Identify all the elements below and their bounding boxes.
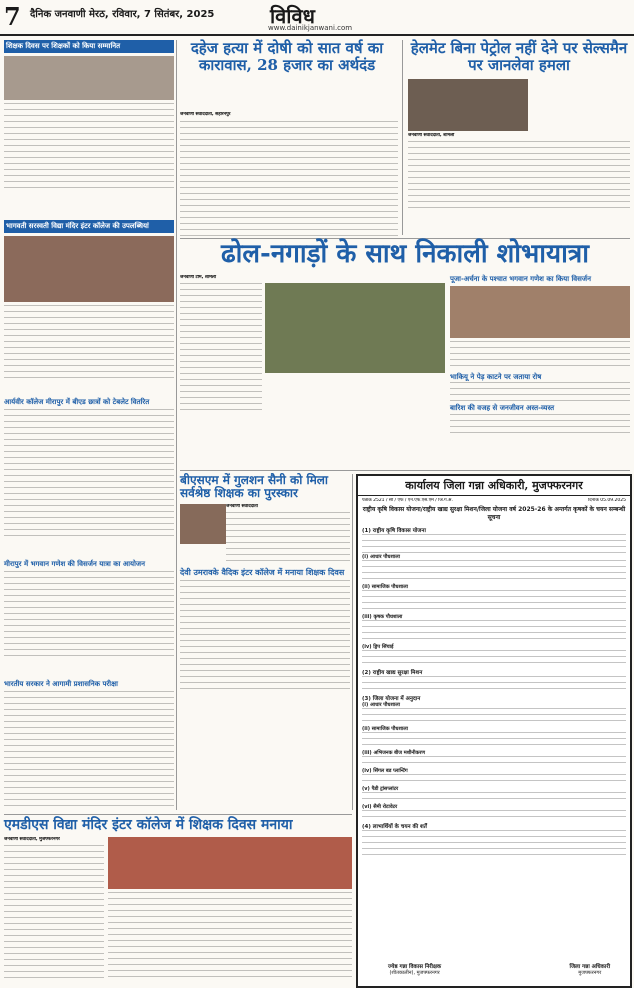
masthead: दैनिक जनवाणी मेरठ, रविवार, 7 सितंबर, 2025 (30, 9, 215, 20)
notice-item: (i) आधार पौधशाला (362, 702, 400, 709)
notice-reference: पत्रांक 2521 / सी / एफ / एन.एफ.एस.एम / जि.ग.अ. (362, 498, 453, 504)
story-byline: जनवाणी संवाददाता (226, 504, 258, 510)
section-rule (180, 470, 630, 471)
notice-text (362, 676, 626, 694)
notice-item: (ii) सामाजिक पौधशाला (362, 726, 408, 733)
story-body (408, 141, 630, 211)
story-headline: शिक्षक दिवस पर शिक्षकों को किया सम्मानित (4, 40, 174, 53)
notice-text (362, 792, 626, 804)
notice-text (362, 830, 626, 860)
story-body (450, 382, 630, 402)
section-rule (4, 814, 352, 815)
story-police-training (4, 680, 174, 811)
column-rule (402, 40, 403, 235)
story-body (450, 414, 630, 434)
story-headline: हेलमेट बिना पेट्रोल नहीं देने पर सेल्समैन पर जानलेवा हमला (410, 39, 628, 74)
notice-item: (iv) सिंगल बड प्लान्टिंग (362, 768, 408, 775)
story-school-students (4, 398, 174, 539)
signature-subtitle: (शीतकालीन), मुजफ्फरनगर (389, 970, 440, 976)
story-procession-body (180, 275, 446, 413)
story-headline: देवी उमरावके वैदिक इंटर कॉलेज में मनाया शिक्षक दिवस (180, 567, 345, 578)
story-headline: बारिश की वजह से जनजीवन अस्त-व्यस्त (450, 403, 555, 413)
story-award (180, 474, 350, 690)
story-body (450, 341, 630, 371)
story-byline: जनवाणी टीम, शामली (180, 275, 217, 280)
story-headline: बीएसएम में गुलशन सैनी को मिला सर्वश्रेष्ठ शिक्षक का पुरस्कार (180, 473, 329, 501)
story-body (108, 892, 352, 982)
story-headline: मीरापुर में भगवान गणेश की विसर्जन यात्रा का आयोजन (4, 559, 145, 568)
story-byline: जनवाणी संवाददाता, शामली (408, 133, 455, 138)
notice-item: (3) जिला योजना में अनुदान (362, 696, 421, 703)
story-body (4, 103, 174, 193)
story-body (4, 305, 174, 383)
story-headline: एमडीएस विद्या मंदिर इंटर कॉलेज में शिक्षक दिवस मनाया (4, 817, 293, 833)
story-mds (4, 818, 352, 982)
story-byline: जनवाणी संवाददाता, सहारनपुर (180, 112, 231, 117)
notice-item: (iii) कृषक पौधशाला (362, 614, 403, 621)
story-headline: भागवती सरस्वती विद्या मंदिर इंटर कॉलेज की उपलब्धियां (4, 220, 174, 233)
notice-item: (4) लाभार्थियों के चयन की शर्तें (362, 824, 427, 831)
story-headline: भाकियू ने पेड़ काटने पर जताया रोष (450, 371, 542, 381)
ganesh-photo (450, 286, 630, 338)
notice-date: दिनांक 05.09.2025 (588, 498, 626, 504)
story-teachers-day (4, 40, 174, 193)
section-title: विविध (270, 4, 315, 28)
story-dowry (180, 40, 394, 73)
site-url[interactable]: www.dainikjanwani.com (268, 24, 353, 32)
notice-item: (vi) सैमी रोटावेटर (362, 804, 398, 811)
notice-text (362, 756, 626, 768)
story-body (180, 580, 350, 690)
notice-item: (ii) सामाजिक पौधशाला (362, 584, 408, 591)
petrol-pump-photo (408, 79, 528, 131)
column-rule (176, 40, 177, 810)
notice-signature-left (388, 962, 441, 976)
story-body (180, 283, 262, 413)
notice-signature-right (570, 962, 610, 976)
notice-text (362, 560, 626, 584)
school-students-photo (4, 236, 174, 302)
story-byline: जनवाणी संवाददाता, मुजफ्फरनगर (4, 837, 60, 843)
notice-item: (v) पैडी ट्रांसप्लांटर (362, 786, 399, 793)
signature-title: जिला गन्ना अधिकारी (569, 964, 610, 970)
story-headline: दहेज हत्या में दोषी को सात वर्ष का कारावास, 28 हजार का अर्थदंड (190, 39, 384, 74)
story-helmet (408, 40, 630, 211)
notice-text (362, 708, 626, 726)
story-ganesh (450, 275, 630, 434)
government-notice (356, 474, 632, 988)
notice-subject: राष्ट्रीय कृषि विकास योजना/राष्ट्रीय खाद्य सुरक्षा मिशन/जिला योजना वर्ष 2025-26 के अन्तर्गत कृषकों के चयन सम्बन्धी सूचना (362, 506, 626, 522)
notice-item: (i) आधार पौधशाला (362, 554, 400, 561)
notice-item: (iii) अभिजनक बीज मशीनीकरण (362, 750, 426, 757)
notice-text (362, 534, 626, 554)
signature-subtitle: मुजफ्फरनगर (578, 970, 602, 976)
notice-text (362, 650, 626, 668)
story-dowry-body (180, 112, 398, 241)
notice-text (362, 810, 626, 822)
story-body (4, 691, 174, 811)
story-body (4, 409, 174, 539)
notice-item: (iv) ड्रिप सिंचाई (362, 644, 394, 651)
page-header (0, 0, 634, 36)
notice-text (362, 590, 626, 614)
story-body (180, 121, 398, 241)
teachers-group-photo (4, 56, 174, 100)
notice-item: (2) राष्ट्रीय खाद्य सुरक्षा मिशन (362, 670, 423, 677)
notice-text (362, 620, 626, 644)
story-headline: पूजा-अर्चना के पश्चात भगवान गणेश का किया विसर्जन (450, 274, 591, 283)
story-procession (180, 240, 630, 269)
notice-text (362, 732, 626, 750)
story-body (226, 512, 350, 564)
procession-photo (265, 283, 445, 373)
story-headline: भारतीय सरकार ने आगामी प्रशासनिक परीक्षा (4, 679, 118, 688)
story-shiv-mandir (4, 560, 174, 661)
notice-item: (1) राष्ट्रीय कृषि विकास योजना (362, 528, 426, 535)
story-saraswati-school (4, 220, 174, 383)
notice-items (358, 522, 630, 862)
notice-text (362, 774, 626, 786)
notice-office: कार्यालय जिला गन्ना अधिकारी, मुजफ्फरनगर (358, 476, 630, 496)
story-body (4, 845, 104, 980)
story-body (4, 571, 174, 661)
page-number: 7 (4, 2, 21, 31)
mds-event-photo (108, 837, 352, 889)
story-headline: आर्यवीर कॉलेज मीरापुर में बीएड छात्रों को टेबलेट वितरित (4, 397, 150, 406)
signature-title: ज्येष्ठ गन्ना विकास निरीक्षक (388, 964, 442, 970)
column-rule (352, 474, 353, 810)
story-headline: ढोल-नगाड़ों के साथ निकाली शोभायात्रा (221, 239, 589, 269)
award-photo (180, 504, 226, 544)
